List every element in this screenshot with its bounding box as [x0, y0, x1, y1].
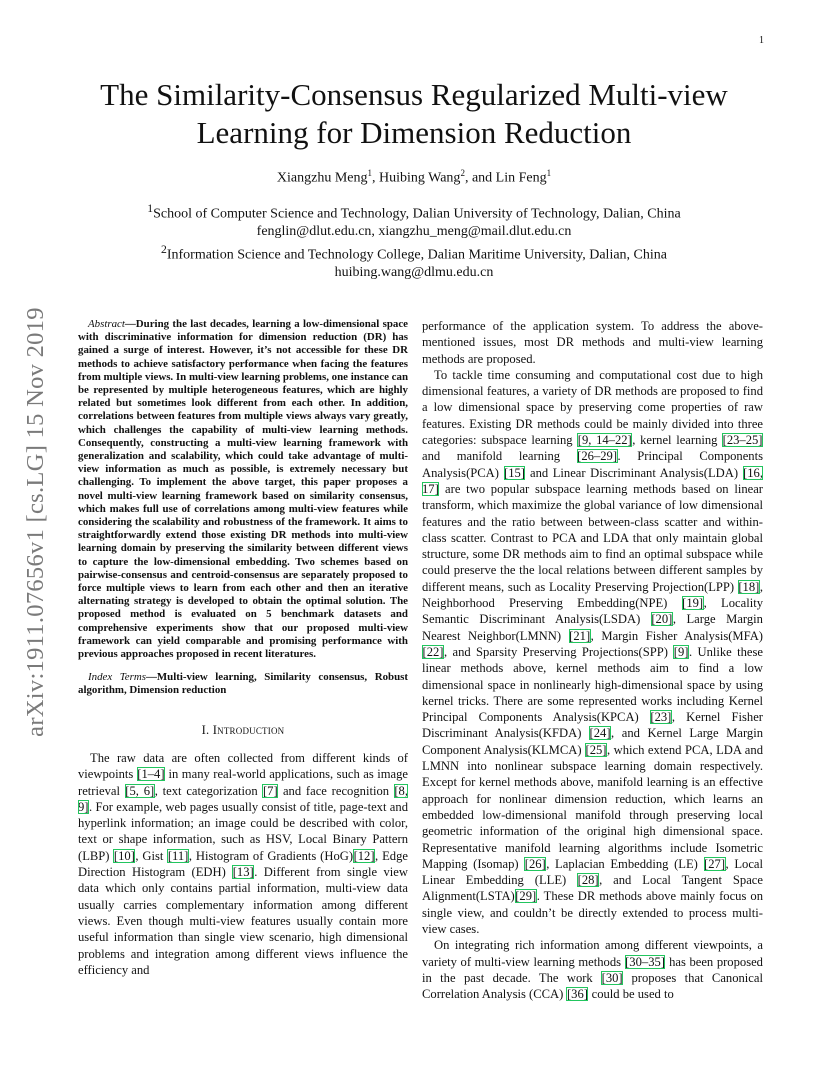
arxiv-stamp: arXiv:1911.07656v1 [cs.LG] 15 Nov 2019 — [22, 307, 49, 737]
affil-text: School of Computer Science and Technology, Dalian University of Technology, Dalian, China — [153, 206, 681, 222]
citation-link[interactable]: [13] — [232, 865, 254, 880]
section-title: Introduction — [212, 722, 285, 737]
citation-link[interactable]: [26] — [524, 856, 546, 871]
citation-link[interactable]: [23–25] — [722, 433, 763, 448]
text-run: proposes that Canonical Correlation Analysis (CCA) — [422, 970, 763, 1002]
citation-link[interactable]: [7] — [262, 783, 278, 798]
text-run: , Margin Fisher Analysis(MFA) — [590, 628, 763, 643]
text-run: has been proposed in the past decade. The work — [422, 954, 763, 985]
text-run: , Gist — [135, 848, 168, 863]
intro-paragraph-2 — [422, 367, 763, 937]
text-run: . These DR methods above mainly focus on single view, and couldn’t be directly extended to process multi-view cases. — [422, 889, 763, 936]
intro-paragraph-3 — [422, 937, 763, 1002]
text-run: To tackle time consuming and computational cost due to high dimensional features, a variety of DR methods are proposed to find a low dimensional space by preserving come properties of raw features. Existing DR methods could be mainly divided into three categories: subspace learning — [422, 367, 763, 448]
citation-link[interactable]: [30–35] — [625, 954, 665, 969]
index-terms-paragraph — [78, 671, 408, 697]
author-affil-mark: 1 — [546, 168, 552, 178]
author-name: Lin Feng — [495, 170, 547, 186]
text-run: and Linear Discriminant Analysis(LDA) — [525, 465, 743, 480]
text-run: , Histogram of Gradients (HoG) — [188, 848, 354, 863]
citation-link[interactable]: [25] — [585, 742, 607, 757]
citation-link[interactable]: [29] — [515, 889, 537, 904]
text-run: , Local Linear Embedding (LLE) — [422, 856, 763, 888]
abstract-paragraph — [78, 318, 408, 661]
citation-link[interactable]: [10] — [113, 848, 135, 863]
citation-link[interactable]: [21] — [569, 628, 591, 643]
abstract-label: Abstract — [88, 318, 125, 330]
text-run: On integrating rich information among different viewpoints, a variety of multi-view learning methods — [422, 938, 763, 969]
left-column — [78, 318, 408, 978]
citation-link[interactable]: [26–29] — [577, 449, 618, 464]
affiliation-1 — [60, 200, 768, 223]
text-run: , and Local Tangent Space Alignment(LSTA) — [422, 873, 763, 904]
text-run: , and Kernel Large Margin Component Analysis(KLMCA) — [422, 726, 763, 757]
text-run: , and Sparsity Preserving Projections(SPP) — [443, 644, 674, 659]
text-run: , Laplacian Embedding (LE) — [546, 856, 704, 871]
text-run: , Kernel Fisher Discriminant Analysis(KFDA) — [422, 710, 763, 741]
section-number: I. — [201, 722, 210, 737]
text-run: , Neighborhood Preserving Embedding(NPE) — [422, 579, 763, 611]
text-run: could be used to — [588, 987, 674, 1002]
author-name: Huibing Wang — [378, 170, 461, 186]
paper-title — [60, 76, 768, 152]
text-run: . Unlike these linear methods above, kernel methods aim to find a low dimensional space in nonlinearly high-dimensional space by using kernel tricks. There are some represented works including Kernel Principal Components Analysis(KPCA) — [422, 644, 763, 725]
author-name: Xiangzhu Meng — [276, 170, 368, 186]
index-terms-text: —Multi-view learning, Similarity consensus, Robust algorithm, Dimension reduction — [78, 671, 408, 697]
intro-paragraph-1-continued — [422, 318, 763, 367]
text-run: are two popular subspace learning methods based on linear transform, which maximize the global variance of low dimensional features and the ratio between between-class scatter and within-class scatter. Contrast to PCA and LDA that only maintain global structure, some DR methods aim to find an optimal subspace while could preserve the the local relations between different samples by different means, such as Locality Preserving Projection(LPP) — [422, 481, 763, 594]
affiliations — [60, 200, 768, 282]
affiliation-1-email: fenglin@dlut.edu.cn, xiangzhu_meng@mail.dlut.edu.cn — [256, 224, 572, 240]
citation-link[interactable]: [9, 14–22] — [577, 433, 632, 448]
author-separator: , — [371, 170, 379, 186]
citation-link[interactable]: [20] — [651, 612, 673, 627]
affil-text: Information Science and Technology College, Dalian Maritime University, Dalian, China — [166, 247, 667, 263]
text-run: performance of the application system. To address the above-mentioned issues, most DR methods and multi-view learning methods are proposed. — [422, 319, 763, 366]
author-affil-mark: 2 — [460, 168, 465, 178]
affiliation-2 — [60, 241, 768, 264]
text-run: . Different from single view data which only contains partial information, multi-view data usually carries complementary information among different views. Even though multi-view features usually contain more useful information than single view scenario, high dimensional problems and integration among different views influence the efficiency and — [78, 865, 408, 977]
author-separator: , and — [464, 170, 496, 186]
abstract-text: —During the last decades, learning a low-dimensional space with discriminative information for dimension reduction (DR) has gained a surge of interest. However, it’s not accessible for these DR methods to achieve satisfactory performance when facing the features from multiple views. In multi-view learning problems, one instance can be represented by multiple heterogeneous features, which are highly related but sometimes look different from each other. In addition, correlations between features from multiple views always vary greatly, which challenges the capability of multi-view learning methods. Consequently, constructing a multi-view learning framework with generalization and scalability, which could take advantage of multi-view information as much as possible, is extremely necessary but challenging. To implement the above target, this paper proposes a novel multi-view learning framework based on similarity consensus, which makes full use of correlations among multi-view features while considering the scalability and robustness of the framework. It aims to straightforwardly extend those existing DR methods into multi-view learning domain by preserving the similarity between different views to capture the low-dimensional embedding. Two schemes based on pairwise-consensus and centroid-consensus are separately proposed to force multiple views to learn from each other and then an iterative alternating strategy is developed to obtain the optimal solution. The proposed method is evaluated on 5 benchmark datasets and comprehensive experiments show that our proposed multi-view framework can yield comparable and promising performance with previous approaches proposed in recent literatures. — [78, 318, 408, 661]
index-terms-label: Index Terms — [88, 671, 146, 684]
text-run: and face recognition — [278, 783, 394, 798]
citation-link[interactable]: [5, 6] — [125, 783, 155, 798]
text-run: , Edge Direction Histogram (EDH) — [78, 848, 408, 880]
citation-link[interactable]: [23] — [650, 710, 672, 725]
right-column — [422, 318, 763, 1002]
page-number: 1 — [759, 35, 764, 46]
intro-paragraph-1 — [78, 750, 408, 978]
text-run: . Principal Components Analysis(PCA) — [422, 449, 763, 480]
citation-link[interactable]: [1–4] — [137, 767, 165, 782]
citation-link[interactable]: [9] — [673, 644, 689, 659]
citation-link[interactable]: [22] — [422, 644, 444, 659]
abstract — [78, 318, 408, 661]
title-line-1: The Similarity-Consensus Regularized Multi-view — [100, 77, 728, 112]
text-run: , which extend PCA, LDA and LMNN into nonlinear subspace learning domain respectively. Except for kernel methods above, manifold learning is an effective approach for nonlinear dimension reduction, which learns an embedded low-dimensional manifold through preserving local geometric information of the original high dimensional space. Representative manifold learning algorithms include Isometric Mapping (Isomap) — [422, 742, 763, 871]
citation-link[interactable]: [16, 17] — [422, 465, 763, 496]
affil-mark: 1 — [147, 202, 154, 215]
citation-link[interactable]: [30] — [601, 970, 623, 985]
text-run: , text categorization — [154, 783, 263, 798]
title-line-2: Learning for Dimension Reduction — [196, 115, 632, 150]
author-affil-mark: 1 — [367, 168, 372, 178]
citation-link[interactable]: [15] — [504, 465, 525, 480]
citation-link[interactable]: [27] — [704, 856, 726, 871]
author-list — [60, 168, 768, 187]
citation-link[interactable]: [18] — [738, 579, 760, 594]
text-run: , kernel learning — [632, 433, 723, 448]
text-run: The raw data are often collected from different kinds of viewpoints — [78, 750, 408, 782]
text-run: . For example, web pages usually consist of title, page-text and hyperlink information; an image could be described with color, text or shape information, such as HSV, Local Binary Pattern (LBP) — [78, 799, 408, 863]
citation-link[interactable]: [19] — [682, 596, 704, 611]
text-run: , Large Margin Nearest Neighbor(LMNN) — [422, 612, 763, 643]
citation-link[interactable]: [8, 9] — [78, 783, 408, 814]
citation-link[interactable]: [36] — [566, 987, 588, 1002]
affiliation-2-email: huibing.wang@dlmu.edu.cn — [334, 265, 494, 281]
citation-link[interactable]: [24] — [589, 726, 611, 741]
section-heading-introduction — [78, 722, 408, 738]
text-run: and manifold learning — [422, 449, 577, 464]
affil-mark: 2 — [161, 242, 167, 256]
citation-link[interactable]: [11] — [167, 848, 189, 863]
text-run: in many real-world applications, such as image retrieval — [78, 767, 408, 798]
citation-link[interactable]: [12] — [353, 848, 375, 863]
index-terms — [78, 671, 408, 697]
text-run: , Locality Semantic Discriminant Analysis(LSDA) — [422, 596, 763, 627]
citation-link[interactable]: [28] — [577, 873, 599, 888]
